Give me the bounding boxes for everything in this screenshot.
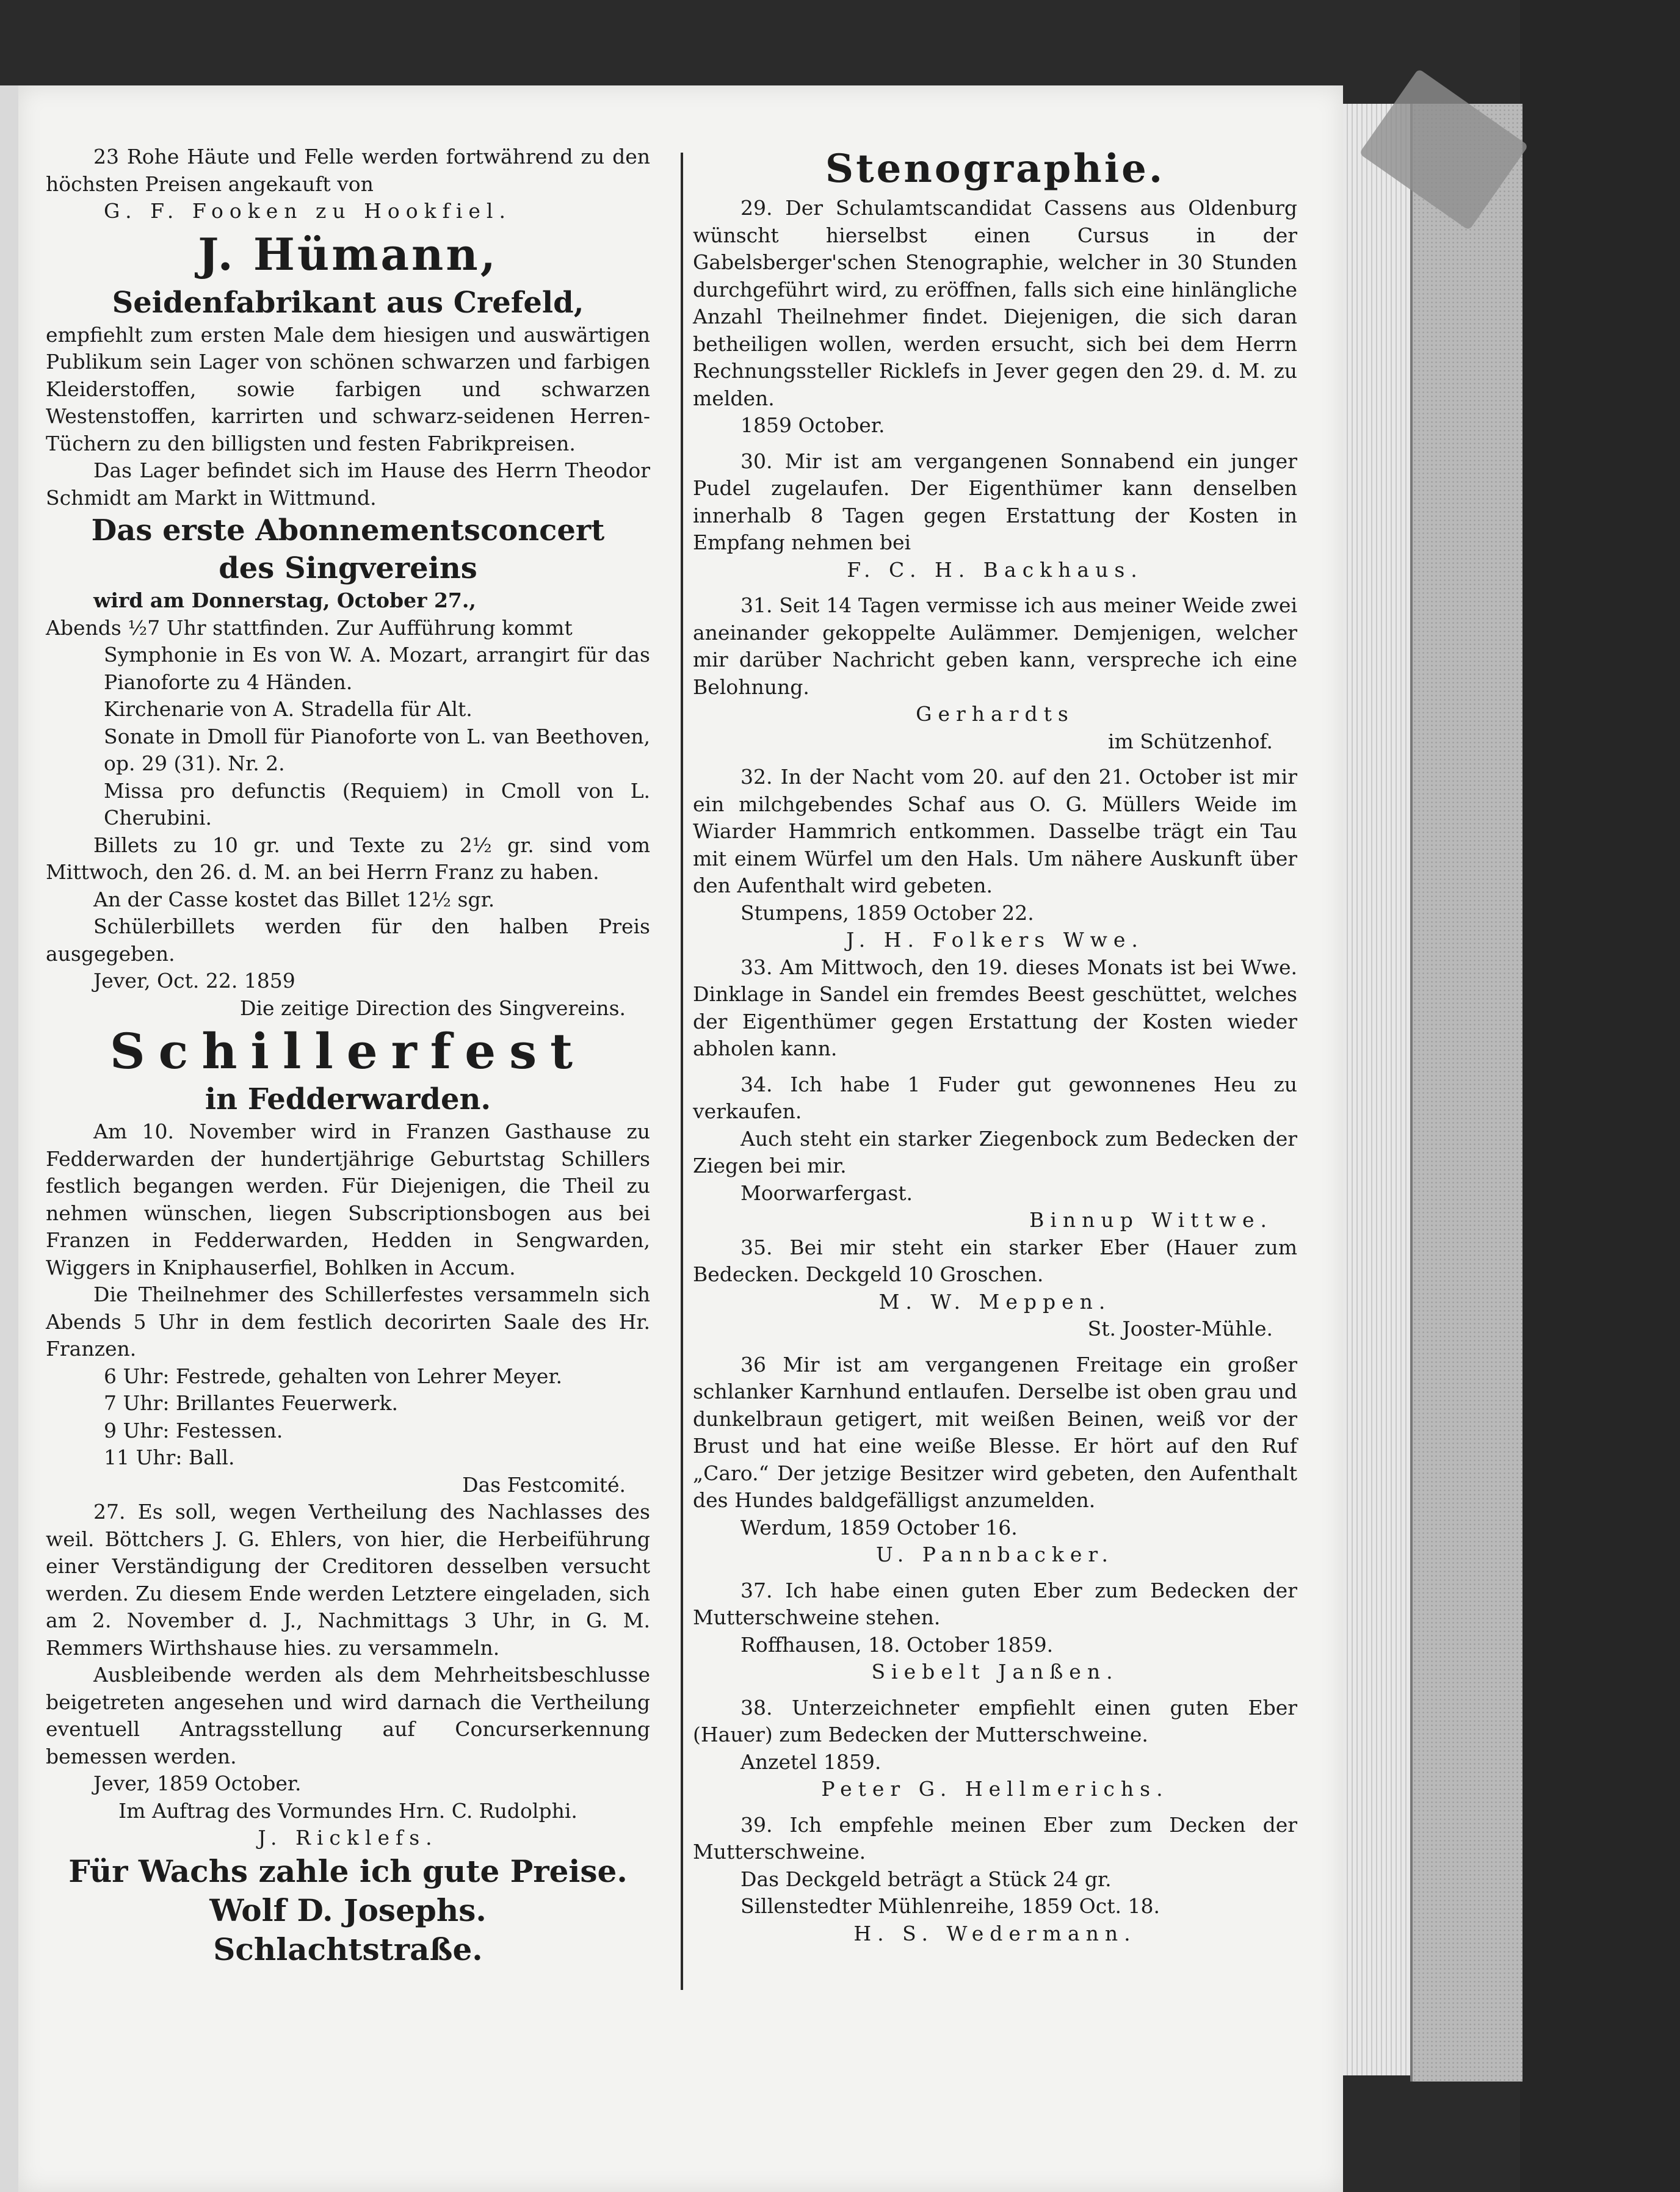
ad-23-signature: G. F. Fooken zu Hookfiel.	[104, 199, 512, 223]
schiller-program-4: 11 Uhr: Ball.	[104, 1445, 235, 1469]
ad-38	[693, 1695, 1297, 1803]
ad-38-body: 38. Unterzeichneter empfiehlt einen guten Eber (Hauer) zum Bedecken der Mutterschweine.	[693, 1695, 1297, 1746]
ad-27-signature: J. Ricklefs.	[258, 1826, 438, 1850]
wachs-line-1: Für Wachs zahle ich gute Preise.	[68, 1853, 628, 1889]
column-rule	[681, 153, 683, 1990]
ad-32	[693, 764, 1297, 954]
book-cover-edge	[1410, 104, 1522, 2082]
concert-item-2: Kirchenarie von A. Stradella für Alt.	[104, 697, 472, 721]
ad-35	[693, 1234, 1297, 1343]
ad-34-body: 34. Ich habe 1 Fuder gut gewonnenes Heu zu verkaufen.	[693, 1072, 1297, 1123]
steno-ad	[693, 143, 1297, 439]
ad-23-text: 23 Rohe Häute und Felle werden fortwährend zu den höchsten Preisen angekauft von	[46, 145, 650, 196]
schiller-ad	[46, 1022, 650, 1499]
ad-31	[693, 592, 1297, 755]
ad-36-place-date: Werdum, 1859 October 16.	[740, 1515, 1018, 1539]
concert-item-3: Sonate in Dmoll für Pianoforte von L. van Beethoven, op. 29 (31). Nr. 2.	[104, 724, 650, 775]
ad-31-signature-2: im Schützenhof.	[1107, 729, 1273, 753]
concert-time: Abends ½7 Uhr stattfinden. Zur Aufführung kommt	[46, 615, 573, 640]
concert-date: wird am Donnerstag, October 27.,	[93, 588, 476, 612]
ad-38-signature: Peter G. Hellmerichs.	[821, 1777, 1169, 1801]
schiller-signature: Das Festcomité.	[462, 1472, 626, 1497]
previous-page-edge	[0, 85, 20, 2192]
ad-27	[46, 1499, 650, 1852]
ad-32-body: 32. In der Nacht vom 20. auf den 21. October ist mir ein milchgebendes Schaf aus O. G. Müllers Weide im Wiarder Hammrich entkommen. Dasselbe trägt ein Tau mit einem Würfel um den Hals. Um nähere Auskunft über den Aufenthalt wird gebeten.	[693, 765, 1297, 897]
ad-34-signature: Binnup Wittwe.	[1029, 1208, 1273, 1232]
ad-30-body: 30. Mir ist am vergangenen Sonnabend ein junger Pudel zugelaufen. Der Eigenthümer kann denselben innerhalb 8 Tagen gegen Erstattung der Kosten in Empfang nehmen bei	[693, 449, 1297, 554]
ad-27-body: 27. Es soll, wegen Vertheilung des Nachlasses des weil. Böttchers J. G. Ehlers, von hier, die Herbeiführung einer Verständigung der Creditoren desselben versucht werden. Zu diesem Ende werden Letztere eingeladen, sich am 2. November d. J., Nachmittags 3 Uhr, in G. M. Remmers Wirthshause hies. zu versammeln.	[46, 1500, 650, 1660]
ad-31-signature: Gerhardts	[916, 702, 1074, 726]
steno-date: 1859 October.	[740, 413, 885, 437]
concert-signature: Die zeitige Direction des Singvereins.	[239, 996, 626, 1020]
schiller-program-2: 7 Uhr: Brillantes Feuerwerk.	[104, 1391, 398, 1415]
huemann-body: empfiehlt zum ersten Male dem hiesigen und auswärtigen Publikum sein Lager von schönen schwarzen und farbigen Kleiderstoffen, sowie farbigen und schwarzen Westenstoffen, karrirten und schwarz-seidenen Herren-Tüchern zu den billigsten und festen Fabrikpreisen.	[46, 322, 650, 455]
concert-item-1: Symphonie in Es von W. A. Mozart, arrangirt für das Pianoforte zu 4 Händen.	[104, 643, 650, 694]
concert-ad	[46, 512, 650, 1022]
concert-schueler: Schülerbillets werden für den halben Preis ausgegeben.	[46, 914, 650, 966]
concert-title: Das erste Abonnementsconcert	[91, 513, 605, 548]
huemann-ad	[46, 225, 650, 512]
ad-27-body-2: Ausbleibende werden als dem Mehrheitsbeschlusse beigetreten angesehen und wird darnach die Vertheilung eventuell Antragsstellung auf Concurserkennung bemessen werden.	[46, 1663, 650, 1768]
ad-35-signature: M. W. Meppen.	[878, 1289, 1112, 1314]
wachs-ad	[46, 1852, 650, 1969]
ad-39	[693, 1812, 1297, 1948]
ad-31-body: 31. Seit 14 Tagen vermisse ich aus meiner Weide zwei aneinander gekoppelte Aulämmer. Demjenigen, welcher mir darüber Nachricht geben kann, verspreche ich eine Belohnung.	[693, 593, 1297, 699]
ad-23	[46, 143, 650, 225]
ad-27-auftrag: Im Auftrag des Vormundes Hrn. C. Rudolphi.	[118, 1798, 578, 1823]
ad-34	[693, 1071, 1297, 1234]
concert-title-2: des Singvereins	[219, 551, 477, 585]
ad-39-signature: H. S. Wedermann.	[853, 1921, 1137, 1945]
ad-34-place: Moorwarfergast.	[740, 1181, 913, 1205]
ad-35-signature-2: St. Jooster-Mühle.	[1087, 1317, 1273, 1340]
ad-39-body-2: Das Deckgeld beträgt a Stück 24 gr.	[740, 1867, 1112, 1891]
ad-30	[693, 448, 1297, 584]
right-column	[693, 143, 1297, 1947]
huemann-subtitle: Seidenfabrikant aus Crefeld,	[112, 285, 584, 320]
ad-32-place-date: Stumpens, 1859 October 22.	[740, 900, 1034, 925]
ad-34-body-2: Auch steht ein starker Ziegenbock zum Bedecken der Ziegen bei mir.	[693, 1126, 1297, 1177]
scanner-background	[1520, 0, 1680, 2192]
ad-27-place-date: Jever, 1859 October.	[93, 1771, 302, 1795]
wachs-line-2: Wolf D. Josephs.	[209, 1892, 487, 1928]
concert-kasse: An der Casse kostet das Billet 12½ sgr.	[93, 887, 495, 911]
schiller-body: Am 10. November wird in Franzen Gasthause zu Fedderwarden der hundertjährige Geburtstag Schillers festlich begangen werden. Für Diejenigen, die Theil zu nehmen wünschen, liegen Subscriptionsbogen aus bei Franzen in Fedderwarden, Hedden in Sengwarden, Wiggers in Kniphauserfiel, Bohlken in Accum.	[46, 1120, 650, 1279]
ad-39-place-date: Sillenstedter Mühlenreihe, 1859 Oct. 18.	[740, 1894, 1160, 1918]
ad-36-body: 36 Mir ist am vergangenen Freitage ein großer schlanker Karnhund entlaufen. Derselbe ist oben grau und dunkelbraun getigert, mit weißen Beinen, weiß vor der Brust und hat eine weiße Blesse. Er hört auf den Ruf „Caro.“ Der jetzige Besitzer wird gebeten, den Aufenthalt des Hundes baldgefälligst anzumelden.	[693, 1352, 1297, 1512]
ad-37-body: 37. Ich habe einen guten Eber zum Bedecken der Mutterschweine stehen.	[693, 1578, 1297, 1629]
ad-37-place-date: Roffhausen, 18. October 1859.	[740, 1632, 1054, 1657]
ad-37-signature: Siebelt Janßen.	[871, 1660, 1119, 1684]
huemann-name: J. Hümann,	[198, 228, 498, 280]
left-column	[46, 143, 650, 1969]
ad-33	[693, 954, 1297, 1063]
schiller-title: Schillerfest	[109, 1022, 587, 1080]
ad-39-body: 39. Ich empfehle meinen Eber zum Decken der Mutterschweine.	[693, 1812, 1297, 1864]
schiller-subtitle: in Fedderwarden.	[205, 1082, 491, 1116]
concert-item-4: Missa pro defunctis (Requiem) in Cmoll von L. Cherubini.	[104, 778, 650, 830]
ad-35-body: 35. Bei mir steht ein starker Eber (Hauer zum Bedecken. Deckgeld 10 Groschen.	[693, 1235, 1297, 1286]
concert-tickets: Billets zu 10 gr. und Texte zu 2½ gr. sind vom Mittwoch, den 26. d. M. an bei Herrn Franz zu haben.	[46, 833, 650, 884]
huemann-body-2: Das Lager befindet sich im Hause des Herrn Theodor Schmidt am Markt in Wittmund.	[46, 458, 650, 510]
schiller-program-3: 9 Uhr: Festessen.	[104, 1418, 283, 1442]
ad-36	[693, 1351, 1297, 1569]
page-edges	[1343, 104, 1410, 2075]
steno-body: 29. Der Schulamtscandidat Cassens aus Oldenburg wünscht hierselbst einen Cursus in der Gabelsberger'schen Stenographie, welcher in 30 Stunden durchgeführt wird, zu eröffnen, falls sich eine hinlängliche Anzahl Theilnehmer findet. Diejenigen, die sich daran betheiligen wollen, werden ersucht, sich bei dem Herrn Rechnungssteller Ricklefs in Jever gegen den 29. d. M. zu melden.	[693, 196, 1297, 410]
ad-37	[693, 1577, 1297, 1686]
schiller-body-2: Die Theilnehmer des Schillerfestes versammeln sich Abends 5 Uhr in dem festlich decorirten Saale des Hr. Franzen.	[46, 1282, 650, 1361]
ad-36-signature: U. Pannbacker.	[875, 1543, 1115, 1566]
steno-title: Stenographie.	[825, 146, 1165, 192]
ad-30-signature: F. C. H. Backhaus.	[847, 557, 1143, 582]
ad-38-place-date: Anzetel 1859.	[740, 1749, 882, 1774]
wachs-line-3: Schlachtstraße.	[213, 1931, 483, 1967]
ad-33-body: 33. Am Mittwoch, den 19. dieses Monats ist bei Wwe. Dinklage in Sandel ein fremdes Beest geschüttet, welches der Eigenthümer gegen Erstattung der Kosten wieder abholen kann.	[693, 955, 1297, 1060]
ad-32-signature: J. H. Folkers Wwe.	[846, 928, 1144, 952]
concert-place-date: Jever, Oct. 22. 1859	[93, 969, 295, 993]
schiller-program-1: 6 Uhr: Festrede, gehalten von Lehrer Meyer.	[104, 1364, 563, 1388]
